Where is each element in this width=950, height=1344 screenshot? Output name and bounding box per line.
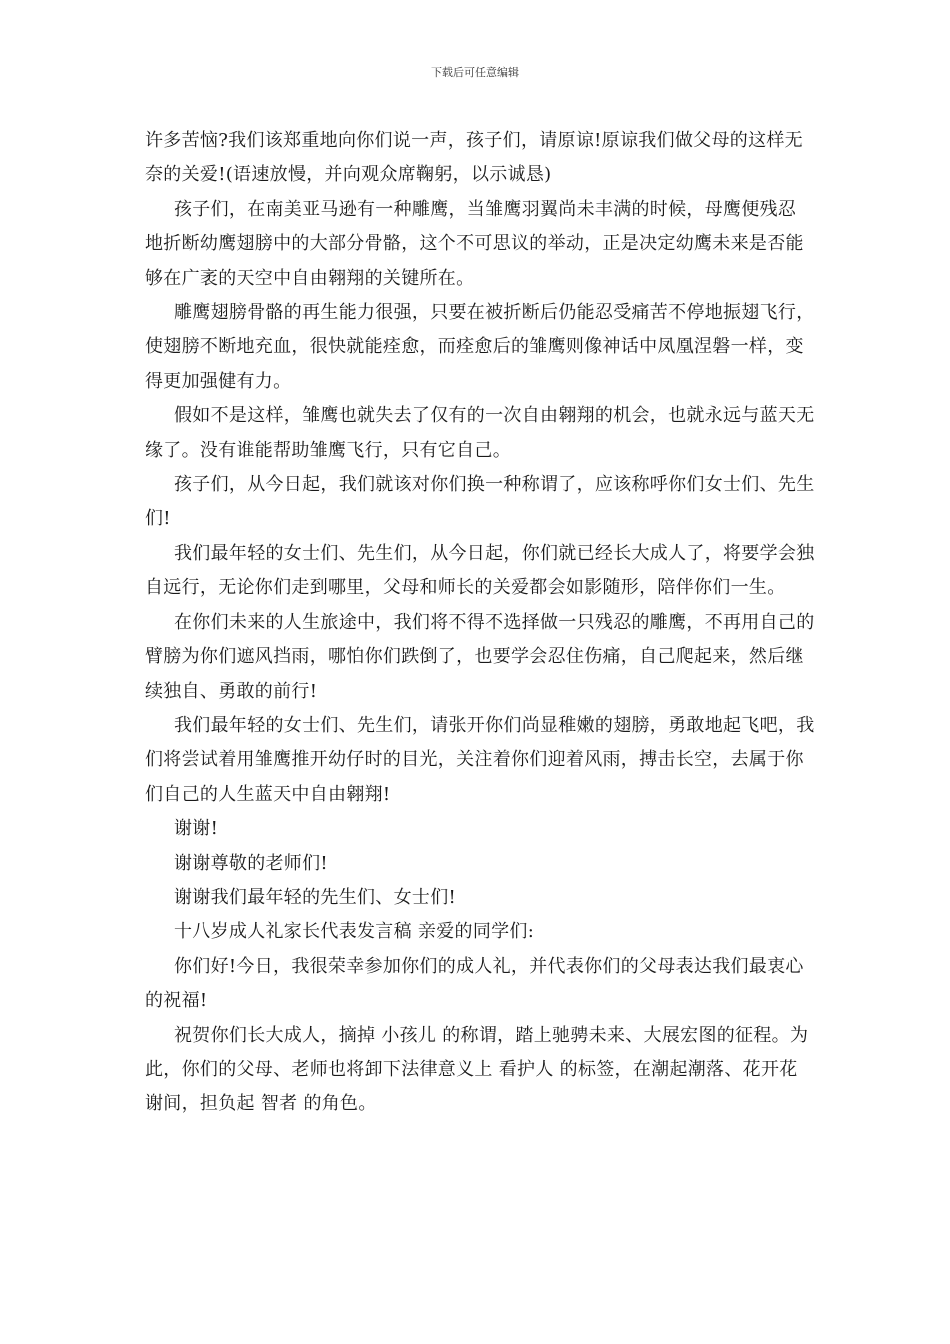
paragraph-11: 谢谢我们最年轻的先生们、女士们! [174,886,457,908]
paragraph-13: 你们好!今日，我很荣幸参加你们的成人礼，并代表你们的父母表达我们最衷心的祝福! [145,955,804,1012]
paragraph-10: 谢谢尊敬的老师们! [174,852,328,874]
body-text [145,124,815,1122]
paragraph-7: 在你们未来的人生旅途中，我们将不得不选择做一只残忍的雕鹰，不再用自己的臂膀为你们遮风挡雨，哪怕你们跌倒了，也要学会忍住伤痛，自己爬起来，然后继续独自、勇敢的前行! [145,611,815,702]
paragraph-1: 许多苦恼?我们该郑重地向你们说一声，孩子们，请原谅!原谅我们做父母的这样无奈的关爱!(语速放慢，并向观众席鞠躬，以示诚恳) [145,130,803,186]
paragraph-12: 十八岁成人礼家长代表发言稿 亲爱的同学们: [174,921,535,943]
paragraph-4: 假如不是这样，雏鹰也就失去了仅有的一次自由翱翔的机会，也就永远与蓝天无缘了。没有谁能帮助雏鹰飞行，只有它自己。 [145,405,815,461]
page-header: 下载后可任意编辑 [431,66,519,79]
paragraph-2: 孩子们，在南美亚马逊有一种雕鹰，当雏鹰羽翼尚未丰满的时候，母鹰便残忍 地折断幼鹰翅膀中的大部分骨骼，这个不可思议的举动，正是决定幼鹰未来是否能够在广袤的天空中自由翱翔的关键所在。 [145,198,804,289]
paragraph-8: 我们最年轻的女士们、先生们，请张开你们尚显稚嫩的翅膀，勇敢地起飞吧，我们将尝试着用雏鹰推开幼仔时的目光，关注着你们迎着风雨，搏击长空，去属于你们自己的人生蓝天中自由翱翔! [145,714,815,805]
paragraph-6: 我们最年轻的女士们、先生们，从今日起，你们就已经长大成人了，将要学会独自远行，无论你们走到哪里，父母和师长的关爱都会如影随形，陪伴你们一生。 [145,542,815,599]
paragraph-5: 孩子们，从今日起，我们就该对你们换一种称谓了，应该称呼你们女士们、先生们! [145,474,815,530]
paragraph-3: 雕鹰翅膀骨骼的再生能力很强，只要在被折断后仍能忍受痛苦不停地振翅飞行，使翅膀不断地充血，很快就能痊愈，而痊愈后的雏鹰则像神话中凤凰涅磐一样，变得更加强健有力。 [145,302,815,392]
paragraph-14: 祝贺你们长大成人，摘掉 小孩儿 的称谓，踏上驰骋未来、大展宏图的征程。为此，你们的父母、老师也将卸下法律意义上 看护人 的标签，在潮起潮落、花开花谢间，担负起 智者 的角色。 [145,1024,809,1115]
paragraph-9: 谢谢! [174,818,219,840]
